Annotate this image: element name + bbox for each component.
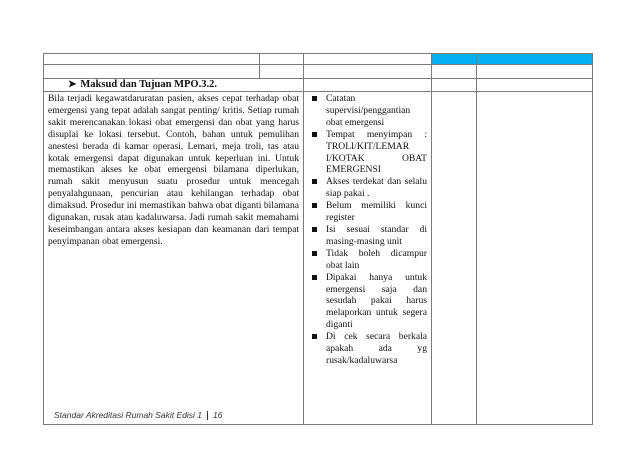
square-bullet-icon [312, 132, 317, 137]
table-cell [432, 79, 477, 92]
checklist-item [312, 272, 427, 332]
checklist-item-text: Tidak boleh dicampur obat lain [326, 247, 427, 271]
table-cell [44, 54, 260, 65]
checklist [304, 92, 431, 367]
square-bullet-icon [312, 275, 317, 280]
checklist-item [312, 176, 427, 200]
checklist-item-text: Di cek secara berkala apakah ada yg rusak/kadaluwarsa [326, 331, 427, 366]
table-cell [304, 54, 432, 65]
checklist-item [312, 129, 427, 177]
checklist-item-text: Isi sesuai standar di masing-masing unit [326, 223, 427, 247]
square-bullet-icon [312, 203, 317, 208]
checklist-item [312, 200, 427, 224]
checklist-item [312, 224, 427, 248]
checklist-item-text: Catatan supervisi/penggantian obat emergensi [326, 93, 411, 128]
table-cell [260, 54, 304, 65]
table-cell [432, 92, 477, 425]
section-heading-row [44, 79, 593, 92]
checklist-item [312, 248, 427, 272]
checklist-item [312, 93, 427, 129]
checklist-item-text: Belum memiliki kunci register [326, 200, 427, 224]
square-bullet-icon [312, 334, 317, 339]
checklist-cell [304, 92, 432, 425]
checklist-item [312, 331, 427, 367]
page-number: 16 [213, 410, 223, 420]
footer-title: Standar Akreditasi Rumah Sakit Edisi 1 [54, 410, 203, 420]
square-bullet-icon [312, 227, 317, 232]
table-cell [304, 65, 432, 79]
page-footer [54, 410, 223, 420]
content-row [44, 92, 593, 425]
intent-paragraph: Bila terjadi kegawatdaruratan pasien, akses cepat terhadap obat emergensi yang tepat adalah sangat penting/ kritis. Setiap rumah sakit merencanakan lokasi obat emergensi dan obat yang harus disuplai ke lokasi tersebut. Contoh, bahan untuk pemulihan anestesi berada di kamar operasi. Lemari, meja troli, tas atau kotak emergensi dapat digunakan untuk keperluan ini. Untuk memastikan akses ke obat emergensi bilamana diperlukan, rumah sakit menyusun suatu prosedur untuk mencegah penyalahgunaan, pencurian atau kehilangan terhadap obat dimaksud. Prosedur ini memastikan bahwa obat diganti bilamana digunakan, rusak atau kadaluwarsa. Jadi rumah sakit memahami keseimbangan antara akses kesiapan dan keamanan dari tempat penyimpanan obat emergensi. [48, 93, 299, 247]
table-cell [477, 79, 593, 92]
table-cell [304, 79, 432, 92]
accent-cell [432, 54, 477, 65]
table-cell [44, 65, 260, 79]
section-heading-cell [44, 79, 304, 92]
section-heading: Maksud dan Tujuan MPO.3.2. [80, 79, 217, 90]
checklist-item-text: Akses terdekat dan selalu siap pakai . [326, 176, 427, 200]
checklist-item-text: Tempat menyimpan : TROLI/KIT/LEMAR I/KOTAK OBAT EMERGENSI [326, 128, 427, 176]
checklist-item-text: Dipakai hanya untuk emergensi saja dan sesudah pakai harus melaporkan untuk segera diganti [326, 271, 427, 331]
table-blank-row [44, 65, 593, 79]
arrow-bullet-icon: ➤ [68, 79, 77, 90]
square-bullet-icon [312, 179, 317, 184]
table-cell [260, 65, 304, 79]
table-cell [432, 65, 477, 79]
intent-cell [44, 92, 304, 425]
assessment-table [43, 53, 593, 425]
footer-divider [207, 411, 208, 420]
table-header-row [44, 54, 593, 65]
square-bullet-icon [312, 251, 317, 256]
square-bullet-icon [312, 96, 317, 101]
table-cell [477, 65, 593, 79]
table-cell [477, 92, 593, 425]
accent-cell [477, 54, 593, 65]
